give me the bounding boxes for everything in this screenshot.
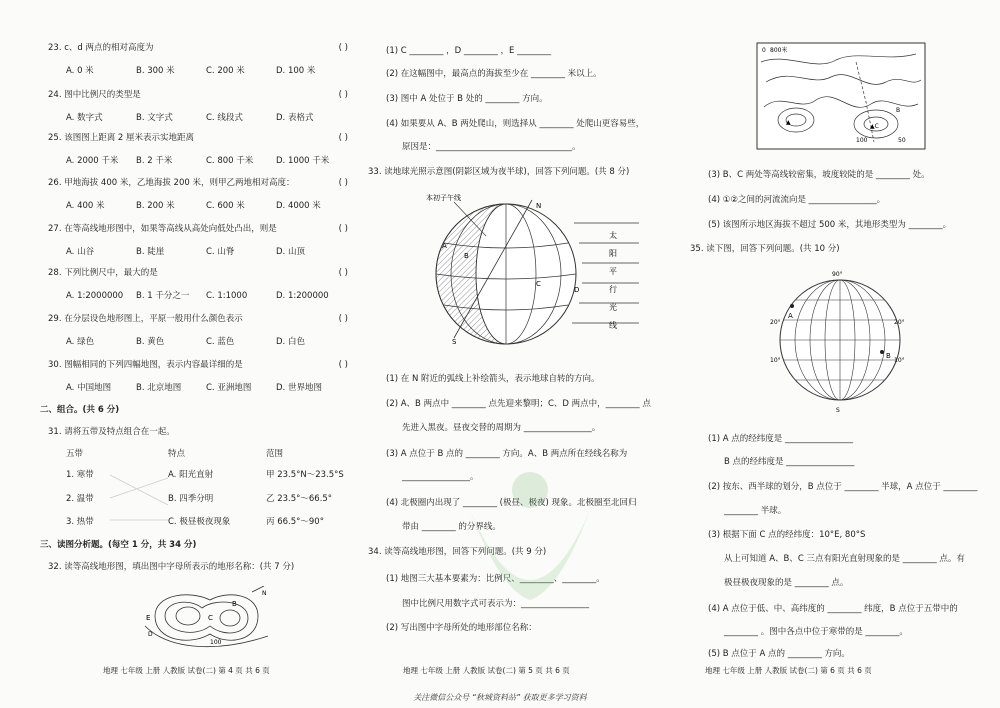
answer-paren: ( ) bbox=[338, 133, 348, 143]
q35-line: (4) A 点位于低、中、高纬度的 ________ 纬度，B 点位于五带中的 bbox=[708, 604, 958, 614]
question-31: 31. 请将五带及特点组合在一起。 bbox=[48, 427, 175, 437]
q32-line-2: (2) 在这幅图中，最高点的海拔至少在 ________ 米以上。 bbox=[386, 69, 602, 79]
question-24: 24. 图中比例尺的类型是 bbox=[48, 90, 141, 100]
option-c: C. 1:1000 bbox=[206, 291, 248, 301]
q33-line: 先进入黑夜。昼夜交替的周期为 ________________。 bbox=[402, 423, 601, 433]
section-heading: 二、组合。(共 6 分) bbox=[40, 405, 120, 415]
option-c: C. 山脊 bbox=[206, 247, 235, 257]
option-d: D. 1:200000 bbox=[276, 291, 329, 301]
options-29 bbox=[66, 336, 305, 348]
svg-text:100: 100 bbox=[856, 137, 868, 144]
svg-text:B: B bbox=[232, 600, 237, 608]
zone-cell: 2. 温带 bbox=[66, 494, 94, 504]
svg-text:光: 光 bbox=[609, 303, 617, 312]
answer-paren: ( ) bbox=[338, 268, 348, 278]
options-23 bbox=[66, 65, 315, 77]
svg-text:B: B bbox=[464, 252, 469, 260]
svg-text:S: S bbox=[836, 407, 840, 414]
svg-text:太: 太 bbox=[609, 231, 617, 240]
answer-paren: ( ) bbox=[338, 360, 348, 370]
option-d: D. 1000 千米 bbox=[276, 156, 330, 166]
q33-line: (2) A、B 两点中 ________ 点先迎来黎明；C、D 两点中，________ 点 bbox=[386, 399, 651, 409]
option-a: A. 数字式 bbox=[66, 113, 103, 123]
option-a: A. 绿色 bbox=[66, 337, 95, 347]
q34-line: (5) 该图所示地区海拔不超过 500 米，其地形类型为 ________。 bbox=[708, 220, 952, 230]
q34-line: (4) ①②之间的河流流向是 ________________。 bbox=[708, 195, 886, 205]
svg-text:阳: 阳 bbox=[609, 249, 617, 258]
q32-line-5: 原因是：________________________________。 bbox=[402, 142, 581, 152]
question-35: 35. 读下图，回答下列问题。(共 10 分) bbox=[690, 244, 840, 254]
option-d: D. 表格式 bbox=[276, 113, 314, 123]
svg-text:本初子午线: 本初子午线 bbox=[426, 194, 461, 202]
q35-line: (5) B 点位于 A 点的 ________ 方向。 bbox=[708, 649, 850, 659]
option-b: B. 黄色 bbox=[136, 337, 165, 347]
option-b: B. 1 千分之一 bbox=[136, 291, 190, 301]
q33-line: ________________。 bbox=[402, 472, 479, 482]
svg-text:N: N bbox=[536, 202, 542, 210]
options-30 bbox=[66, 382, 322, 394]
question-28: 28. 下列比例尺中，最大的是 bbox=[48, 268, 158, 278]
zone-cell: 1. 寒带 bbox=[66, 470, 94, 480]
q33-line: 带由 ________ 的分界线。 bbox=[402, 522, 501, 532]
svg-text:D: D bbox=[148, 631, 153, 638]
q35-line: 极昼极夜现象的是 ________ 点。 bbox=[724, 578, 849, 588]
q34-line: (3) B、C 两处等高线较密集，坡度较陡的是 ________ 处。 bbox=[708, 170, 930, 180]
q34-line: 图中比例尺用数字式可表示为：________________ bbox=[402, 599, 590, 609]
option-d: D. 世界地图 bbox=[276, 383, 322, 393]
feature-cell: C. 极昼极夜现象 bbox=[168, 517, 231, 527]
matching-lines bbox=[108, 470, 178, 525]
svg-text:10°: 10° bbox=[894, 357, 905, 364]
svg-text:线: 线 bbox=[609, 321, 617, 330]
q32-line-4: (4) 如果要从 A、B 两处爬山，则选择从 ________ 处爬山更容易些， bbox=[386, 119, 645, 129]
svg-text:B: B bbox=[896, 107, 901, 114]
answer-paren: ( ) bbox=[338, 90, 348, 100]
option-b: B. 北京地图 bbox=[136, 383, 182, 393]
feature-cell: A. 阳光直射 bbox=[168, 470, 214, 480]
contour-map-34 bbox=[756, 42, 926, 150]
question-29: 29. 在分层设色地形图上，平原一般用什么颜色表示 bbox=[48, 314, 243, 324]
q32-line-3: (3) 图中 A 处位于 B 处的 ________ 方向。 bbox=[386, 94, 548, 104]
answer-paren: ( ) bbox=[338, 178, 348, 188]
page-footer: 地理 七年级 上册 人教版 试卷(二) 第 4 页 共 6 页 bbox=[103, 666, 270, 675]
range-cell: 乙 23.5°～66.5° bbox=[266, 494, 333, 504]
svg-text:0: 0 bbox=[762, 47, 766, 54]
options-28 bbox=[66, 290, 329, 302]
svg-text:50: 50 bbox=[898, 137, 906, 144]
section-heading: 三、读图分析题。(每空 1 分，共 34 分) bbox=[40, 540, 197, 550]
options-25 bbox=[66, 155, 329, 167]
options-27 bbox=[66, 246, 305, 258]
svg-text:▲C: ▲C bbox=[870, 123, 879, 130]
option-c: C. 600 米 bbox=[206, 201, 245, 211]
question-32: 32. 读等高线地形图，填出图中字母所表示的地形名称：(共 7 分) bbox=[48, 562, 295, 572]
q35-line: (1) A 点的经纬度是 ________________ bbox=[708, 434, 853, 444]
table-header: 五带 bbox=[66, 449, 84, 459]
option-c: C. 200 米 bbox=[206, 66, 245, 76]
page-6-column bbox=[690, 0, 980, 708]
svg-text:行: 行 bbox=[609, 285, 617, 294]
q34-line: (2) 写出图中字母所处的地形部位名称： bbox=[386, 623, 537, 633]
page-footer: 地理 七年级 上册 人教版 试卷(二) 第 6 页 共 6 页 bbox=[705, 666, 872, 675]
svg-text:800米: 800米 bbox=[770, 47, 788, 54]
svg-text:A: A bbox=[442, 242, 447, 250]
svg-text:A: A bbox=[788, 312, 793, 320]
svg-text:S: S bbox=[452, 338, 457, 346]
options-26 bbox=[66, 200, 321, 212]
feature-cell: B. 四季分明 bbox=[168, 494, 214, 504]
option-c: C. 亚洲地图 bbox=[206, 383, 252, 393]
q33-line: (3) A 点位于 B 点的 ________ 方向。A、B 两点所在经线名称为 bbox=[386, 449, 628, 459]
question-26: 26. 甲地海拔 400 米，乙地海拔 200 米，则甲乙两地相对高度： bbox=[48, 178, 295, 188]
option-a: A. 400 米 bbox=[66, 201, 105, 211]
option-c: C. 蓝色 bbox=[206, 337, 235, 347]
option-a: A. 中国地图 bbox=[66, 383, 112, 393]
svg-text:E: E bbox=[146, 614, 151, 622]
bottom-note: 关注微信公众号 “秋城资料站” 获取更多学习资料 bbox=[413, 693, 587, 702]
q35-line: (2) 按东、西半球的划分，B 点位于 ________ 半球，A 点位于 ________ bbox=[708, 482, 978, 492]
q33-line: (1) 在 N 附近的弧线上补绘箭头，表示地球自转的方向。 bbox=[386, 374, 600, 384]
q35-line: ________ 半球。 bbox=[724, 506, 787, 516]
watermark-logo bbox=[440, 450, 620, 650]
table-header: 范围 bbox=[266, 449, 284, 459]
table-header: 特点 bbox=[168, 449, 186, 459]
page-4-column bbox=[40, 0, 348, 708]
q32-line-1: (1) C ________ ，D ________ ，E ________ bbox=[386, 46, 552, 56]
option-a: A. 1:2000000 bbox=[66, 291, 124, 301]
question-33: 33. 读地球光照示意图(阴影区域为夜半球)，回答下列问题。(共 8 分) bbox=[368, 167, 630, 177]
option-d: D. 4000 米 bbox=[276, 201, 321, 211]
option-b: B. 300 米 bbox=[136, 66, 175, 76]
option-a: A. 山谷 bbox=[66, 247, 95, 257]
svg-text:B: B bbox=[886, 352, 891, 360]
svg-text:▲: ▲ bbox=[786, 119, 791, 126]
option-a: A. 0 米 bbox=[66, 66, 94, 76]
option-c: C. 800 千米 bbox=[206, 156, 254, 166]
question-23: 23. c、d 两点的相对高度为 bbox=[48, 43, 154, 53]
q35-line: 从上可知道 A、B、C 三点有阳光直射现象的是 ________ 点。有 bbox=[724, 554, 965, 564]
svg-text:20°: 20° bbox=[894, 319, 905, 326]
graticule-globe-figure bbox=[770, 266, 910, 414]
range-cell: 丙 66.5°～90° bbox=[266, 517, 324, 527]
option-d: D. 白色 bbox=[276, 337, 305, 347]
option-c: C. 线段式 bbox=[206, 113, 243, 123]
option-b: B. 2 千米 bbox=[136, 156, 173, 166]
svg-text:100: 100 bbox=[210, 639, 222, 646]
option-b: B. 200 米 bbox=[136, 201, 175, 211]
question-34: 34. 读等高线地形图，回答下列问题。(共 9 分) bbox=[368, 547, 547, 557]
page-footer: 地理 七年级 上册 人教版 试卷(二) 第 5 页 共 6 页 bbox=[403, 666, 570, 675]
question-25: 25. 该图图上距离 2 厘米表示实地距离 bbox=[48, 133, 195, 143]
q35-line: (3) 根据下面 C 点的经纬度：10°E, 80°S bbox=[708, 530, 866, 540]
earth-illumination-figure bbox=[424, 188, 654, 348]
option-d: D. 100 米 bbox=[276, 66, 316, 76]
svg-text:D: D bbox=[574, 286, 580, 294]
question-27: 27. 在等高线地形图中，如果等高线从高处向低处凸出，则是 bbox=[48, 224, 277, 234]
range-cell: 甲 23.5°N～23.5°S bbox=[266, 470, 344, 480]
svg-text:C: C bbox=[208, 614, 213, 622]
svg-text:平: 平 bbox=[609, 267, 617, 276]
question-30: 30. 图幅相同的下列四幅地图，表示内容最详细的是 bbox=[48, 360, 243, 370]
option-b: B. 陡崖 bbox=[136, 247, 165, 257]
svg-text:90°: 90° bbox=[832, 271, 843, 278]
answer-paren: ( ) bbox=[338, 43, 348, 53]
q34-line: (1) 地图三大基本要素为：比例尺、________、________。 bbox=[386, 574, 605, 584]
option-a: A. 2000 千米 bbox=[66, 156, 119, 166]
option-b: B. 文字式 bbox=[136, 113, 173, 123]
contour-map-figure bbox=[140, 586, 270, 656]
q33-line: (4) 北极圈内出现了 ________ (极昼、极夜) 现象。北极圈至北回归 bbox=[386, 498, 637, 508]
option-d: D. 山顶 bbox=[276, 247, 305, 257]
svg-text:20°: 20° bbox=[770, 319, 781, 326]
answer-paren: ( ) bbox=[338, 224, 348, 234]
options-24 bbox=[66, 112, 313, 124]
q35-line: ________ 。图中各点中位于寒带的是 ________。 bbox=[724, 627, 908, 637]
answer-paren: ( ) bbox=[338, 314, 348, 324]
svg-text:C: C bbox=[536, 280, 541, 288]
svg-text:N: N bbox=[262, 590, 267, 597]
q35-line: B 点的经纬度是 ________________ bbox=[724, 457, 855, 467]
zone-cell: 3. 热带 bbox=[66, 517, 94, 527]
svg-text:10°: 10° bbox=[770, 357, 781, 364]
